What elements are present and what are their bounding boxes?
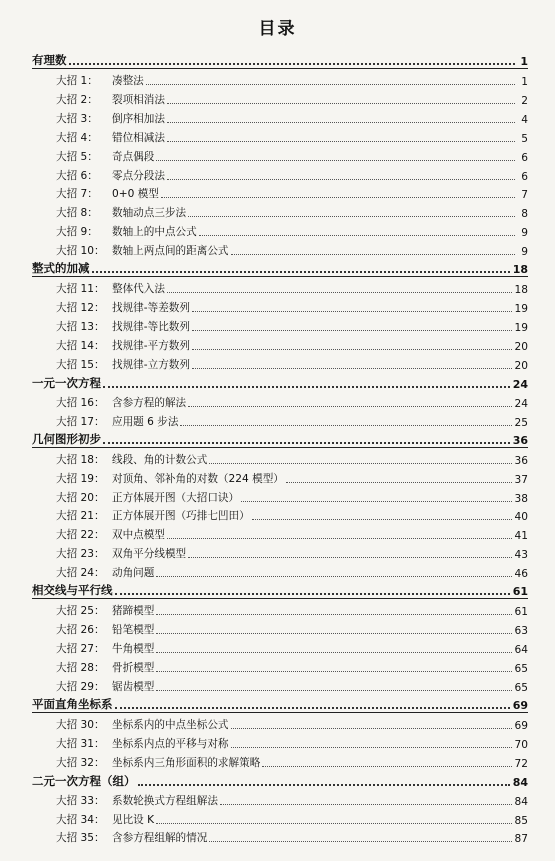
entry-title: 应用题 6 步法	[112, 415, 179, 428]
entry-title: 数轴上的中点公式	[112, 226, 197, 239]
toc-section-heading[interactable]	[32, 580, 528, 599]
entry-page-number: 25	[514, 416, 528, 429]
entry-title: 锯齿模型	[112, 680, 155, 693]
entry-title: 正方体展开图（大招口诀）	[112, 491, 240, 504]
toc-entry[interactable]	[32, 448, 528, 467]
entry-number: 大招 29：	[56, 680, 105, 693]
dot-leader	[156, 160, 515, 161]
dot-leader	[167, 122, 515, 123]
toc-entry[interactable]	[32, 410, 528, 429]
entry-page-number: 46	[514, 568, 528, 581]
dot-leader	[209, 841, 511, 842]
entry-number: 大招 26：	[56, 624, 105, 637]
section-page-number: 24	[512, 377, 528, 391]
entry-page-number: 9	[521, 246, 528, 259]
entry-page-number: 61	[514, 606, 528, 619]
entry-title: 双中点模型	[112, 529, 165, 542]
entry-number: 大招 14：	[56, 339, 105, 352]
entry-number: 大招 27：	[56, 642, 105, 655]
section-title: 整式的加减	[32, 261, 90, 276]
entry-title: 系数轮换式方程组解法	[112, 794, 218, 807]
entry-title: 找规律-平方数列	[112, 339, 190, 352]
entry-number: 大招 22：	[56, 529, 105, 542]
entry-title: 见比设 K	[112, 813, 155, 826]
entry-page-number: 9	[521, 227, 528, 240]
entry-title: 找规律-等比数列	[112, 320, 190, 333]
dot-leader	[156, 652, 511, 653]
entry-page-number: 36	[514, 454, 528, 467]
toc-entry[interactable]	[32, 88, 528, 107]
entry-page-number: 69	[514, 719, 528, 732]
entry-number: 大招 20：	[56, 491, 105, 504]
dot-leader	[180, 425, 511, 426]
dot-leader	[167, 292, 512, 293]
toc-section-heading[interactable]	[32, 258, 528, 277]
entry-title: 含参方程组解的情况	[112, 832, 208, 845]
entry-page-number: 43	[514, 549, 528, 562]
dot-leader	[286, 482, 512, 483]
entry-title: 数轴动点三步法	[112, 207, 187, 220]
entry-page-number: 63	[514, 625, 528, 638]
section-title: 相交线与平行线	[32, 583, 113, 598]
dot-leader	[161, 197, 515, 198]
dot-leader	[188, 406, 511, 407]
entry-number: 大招 10：	[56, 245, 105, 258]
dot-leader	[231, 254, 515, 255]
dot-leader	[220, 804, 512, 805]
toc-entry[interactable]	[32, 637, 528, 656]
entry-page-number: 19	[514, 303, 528, 316]
entry-number: 大招 28：	[56, 661, 105, 674]
entry-number: 大招 24：	[56, 567, 105, 580]
section-title: 一元一次方程	[32, 375, 101, 390]
entry-page-number: 40	[514, 511, 528, 524]
entry-title: 对顶角、邻补角的对数（224 模型）	[112, 472, 284, 485]
dot-leader	[138, 784, 510, 786]
toc-entry[interactable]	[32, 164, 528, 183]
entry-page-number: 38	[514, 492, 528, 505]
toc-entry[interactable]	[32, 599, 528, 618]
dot-leader	[167, 179, 515, 180]
toc-entry[interactable]	[32, 183, 528, 202]
dot-leader	[115, 593, 510, 595]
entry-number: 大招 3：	[56, 112, 98, 125]
entry-title: 整体代入法	[112, 283, 165, 296]
dot-leader	[192, 349, 512, 350]
entry-page-number: 18	[514, 284, 528, 297]
dot-leader	[188, 557, 511, 558]
dot-leader	[69, 63, 516, 65]
entry-page-number: 41	[514, 530, 528, 543]
dot-leader	[156, 633, 511, 634]
section-page-number: 1	[520, 55, 528, 69]
entry-number: 大招 30：	[56, 718, 105, 731]
entry-number: 大招 32：	[56, 756, 105, 769]
dot-leader	[252, 519, 512, 520]
toc-entry[interactable]	[32, 486, 528, 505]
entry-number: 大招 34：	[56, 813, 105, 826]
toc-entry[interactable]	[32, 239, 528, 258]
entry-number: 大招 18：	[56, 453, 105, 466]
entry-page-number: 84	[514, 795, 528, 808]
dot-leader	[156, 614, 511, 615]
entry-number: 大招 31：	[56, 737, 105, 750]
entry-title: 错位相减法	[112, 131, 165, 144]
entry-page-number: 64	[514, 643, 528, 656]
entry-page-number: 19	[514, 321, 528, 334]
toc-entry[interactable]	[32, 523, 528, 542]
entry-number: 大招 6：	[56, 169, 98, 182]
section-page-number: 36	[512, 433, 528, 447]
toc-entry[interactable]	[32, 220, 528, 239]
entry-number: 大招 19：	[56, 472, 105, 485]
entry-title: 动角问题	[112, 567, 155, 580]
dot-leader	[156, 823, 511, 824]
entry-number: 大招 5：	[56, 150, 98, 163]
toc-entry[interactable]	[32, 542, 528, 561]
toc-section-heading[interactable]	[32, 50, 528, 69]
entry-page-number: 20	[514, 359, 528, 372]
entry-number: 大招 11：	[56, 283, 105, 296]
entry-page-number: 70	[514, 738, 528, 751]
entry-number: 大招 16：	[56, 396, 105, 409]
entry-title: 裂项相消法	[112, 93, 165, 106]
entry-number: 大招 33：	[56, 794, 105, 807]
entry-title: 奇点偶段	[112, 150, 155, 163]
section-page-number: 69	[512, 698, 528, 712]
toc-entry[interactable]	[32, 467, 528, 486]
toc-entry[interactable]	[32, 656, 528, 675]
entry-title: 线段、角的计数公式	[112, 453, 208, 466]
dot-leader	[103, 442, 510, 444]
toc-entry[interactable]	[32, 145, 528, 164]
entry-number: 大招 23：	[56, 548, 105, 561]
toc-entry[interactable]	[32, 618, 528, 637]
table-of-contents	[32, 50, 528, 845]
entry-page-number: 2	[521, 94, 528, 107]
toc-entry[interactable]	[32, 505, 528, 524]
entry-title: 坐标系内点的平移与对称	[112, 737, 229, 750]
entry-page-number: 20	[514, 340, 528, 353]
entry-page-number: 1	[521, 76, 528, 89]
entry-number: 大招 21：	[56, 510, 105, 523]
entry-page-number: 4	[521, 113, 528, 126]
section-page-number: 18	[512, 263, 528, 277]
dot-leader	[199, 235, 515, 236]
toc-entry[interactable]	[32, 277, 528, 296]
entry-title: 猪蹄模型	[112, 605, 155, 618]
entry-number: 大招 8：	[56, 207, 98, 220]
entry-number: 大招 7：	[56, 188, 98, 201]
toc-entry[interactable]	[32, 107, 528, 126]
dot-leader	[188, 216, 515, 217]
section-page-number: 61	[512, 585, 528, 599]
section-title: 几何图形初步	[32, 431, 101, 446]
dot-leader	[103, 386, 510, 388]
toc-entry[interactable]	[32, 732, 528, 751]
toc-entry[interactable]	[32, 315, 528, 334]
entry-title: 正方体展开图（巧排七凹田）	[112, 510, 250, 523]
toc-entry[interactable]	[32, 675, 528, 694]
entry-number: 大招 35：	[56, 832, 105, 845]
entry-title: 坐标系内三角形面积的求解策略	[112, 756, 261, 769]
entry-title: 零点分段法	[112, 169, 165, 182]
dot-leader	[146, 84, 515, 85]
entry-title: 凑整法	[112, 75, 144, 88]
toc-section-heading[interactable]	[32, 694, 528, 713]
section-page-number: 84	[512, 775, 528, 789]
dot-leader	[231, 747, 512, 748]
dot-leader	[209, 463, 511, 464]
dot-leader	[156, 671, 511, 672]
dot-leader	[192, 330, 512, 331]
dot-leader	[167, 141, 515, 142]
entry-page-number: 37	[514, 473, 528, 486]
entry-page-number: 87	[514, 833, 528, 846]
entry-number: 大招 15：	[56, 358, 105, 371]
section-title: 平面直角坐标系	[32, 696, 113, 711]
dot-leader	[241, 501, 511, 502]
entry-number: 大招 4：	[56, 131, 98, 144]
toc-entry[interactable]	[32, 808, 528, 827]
entry-page-number: 6	[521, 170, 528, 183]
entry-title: 找规律-等差数列	[112, 302, 190, 315]
entry-title: 双角平分线模型	[112, 548, 187, 561]
entry-number: 大招 1：	[56, 75, 98, 88]
entry-title: 骨折模型	[112, 661, 155, 674]
entry-page-number: 85	[514, 814, 528, 827]
section-title: 二元一次方程（组）	[32, 773, 136, 788]
entry-number: 大招 25：	[56, 605, 105, 618]
dot-leader	[115, 707, 510, 709]
toc-entry[interactable]	[32, 296, 528, 315]
entry-title: 坐标系内的中点坐标公式	[112, 718, 229, 731]
toc-entry[interactable]	[32, 126, 528, 145]
entry-title: 0+0 模型	[112, 188, 159, 201]
entry-title: 找规律-立方数列	[112, 358, 190, 371]
toc-entry[interactable]	[32, 789, 528, 808]
toc-section-heading[interactable]	[32, 372, 528, 391]
section-title: 有理数	[32, 53, 67, 68]
toc-section-heading[interactable]	[32, 770, 528, 789]
dot-leader	[192, 311, 512, 312]
entry-page-number: 65	[514, 681, 528, 694]
toc-section-heading[interactable]	[32, 429, 528, 448]
toc-entry[interactable]	[32, 713, 528, 732]
entry-title: 倒序相加法	[112, 112, 165, 125]
entry-title: 铅笔模型	[112, 624, 155, 637]
entry-title: 含参方程的解法	[112, 396, 187, 409]
toc-entry[interactable]	[32, 201, 528, 220]
entry-number: 大招 13：	[56, 320, 105, 333]
entry-number: 大招 17：	[56, 415, 105, 428]
entry-page-number: 65	[514, 662, 528, 675]
toc-entry[interactable]	[32, 353, 528, 372]
entry-page-number: 6	[521, 151, 528, 164]
toc-entry[interactable]	[32, 827, 528, 846]
entry-number: 大招 2：	[56, 93, 98, 106]
entry-title: 数轴上两点间的距离公式	[112, 245, 229, 258]
dot-leader	[156, 576, 511, 577]
entry-title: 牛角模型	[112, 642, 155, 655]
entry-page-number: 7	[521, 189, 528, 202]
dot-leader	[231, 728, 512, 729]
toc-entry[interactable]	[32, 751, 528, 770]
entry-number: 大招 12：	[56, 302, 105, 315]
dot-leader	[156, 690, 511, 691]
toc-entry[interactable]	[32, 334, 528, 353]
dot-leader	[167, 538, 512, 539]
entry-page-number: 24	[514, 397, 528, 410]
dot-leader	[92, 271, 510, 273]
entry-page-number: 8	[521, 208, 528, 221]
toc-entry[interactable]	[32, 561, 528, 580]
toc-entry[interactable]	[32, 391, 528, 410]
dot-leader	[167, 103, 515, 104]
entry-page-number: 5	[521, 132, 528, 145]
page-title: 目录	[258, 19, 297, 39]
toc-entry[interactable]	[32, 69, 528, 88]
entry-page-number: 72	[514, 757, 528, 770]
dot-leader	[192, 368, 512, 369]
dot-leader	[262, 766, 511, 767]
entry-number: 大招 9：	[56, 226, 98, 239]
